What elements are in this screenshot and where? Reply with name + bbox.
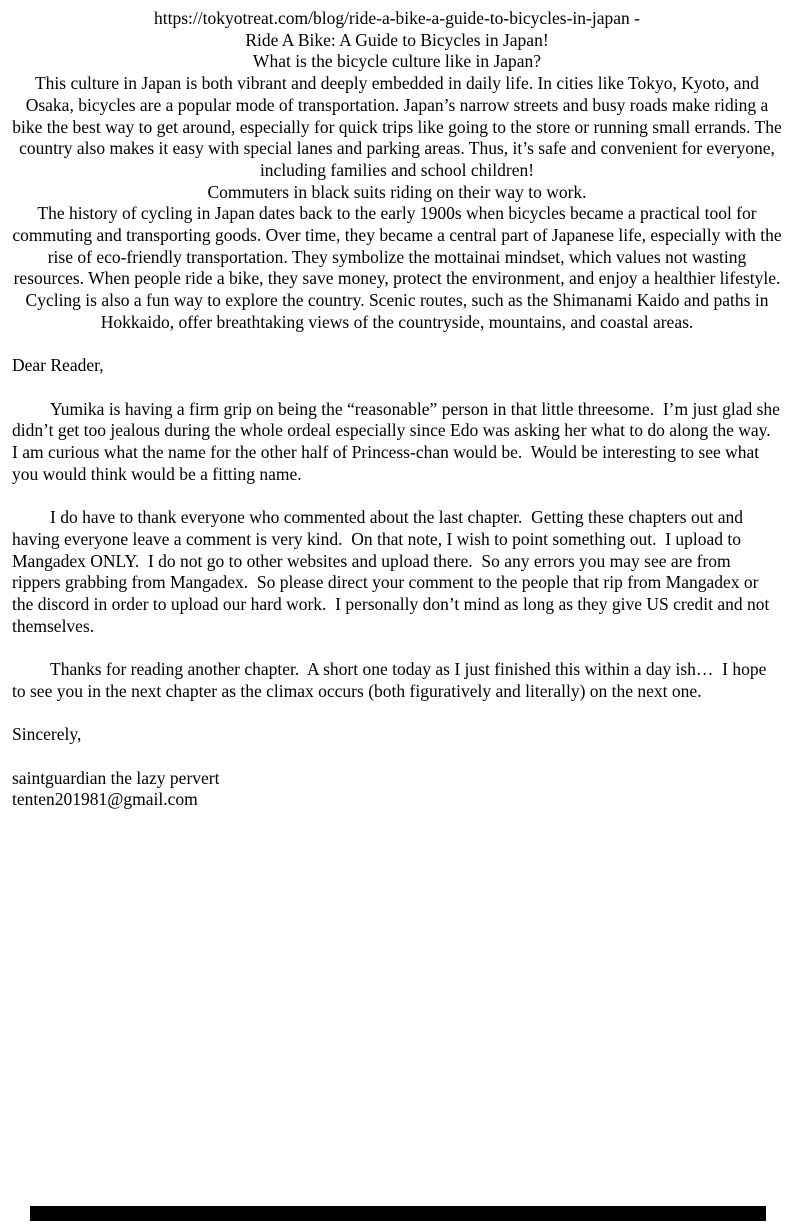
article-question: What is the bicycle culture like in Japan? [252, 51, 542, 72]
signature-block [12, 768, 782, 811]
letter-salutation: Dear Reader, [12, 355, 104, 376]
article-url: https://tokyotreat.com/blog/ride-a-bike-a-guide-to-bicycles-in-japan - [154, 8, 640, 28]
letter-block [12, 355, 785, 811]
bottom-black-bar [30, 1206, 766, 1221]
article-paragraph-3: The history of cycling in Japan dates back to the early 1900s when bicycles became a practical tool for commuting and transporting goods. Over time, they became a central part of Japanese life, especially with the rise of eco-friendly transportation. They symbolize the mottainai mindset, which values not wasting resources. When people ride a bike, they save money, protect the environment, and enjoy a healthier lifestyle. [12, 203, 782, 289]
article-paragraph-1: This culture in Japan is both vibrant and deeply embedded in daily life. In cities like Tokyo, Kyoto, and Osaka, bicycles are a popular mode of transportation. Japan’s narrow streets and busy roads make riding a bike the best way to get around, especially for quick trips like going to the store or running small errands. The country also makes it easy with special lanes and parking areas. Thus, it’s safe and convenient for everyone, including families and school children! [12, 73, 782, 180]
article-paragraph-2: Commuters in black suits riding on their way to work. [207, 181, 587, 202]
letter-paragraph-1: Yumika is having a firm grip on being the “reasonable” person in that little threesome. I’m just glad she didn’t get too jealous during the whole ordeal especially since Edo was asking her what to do along the way. I am curious what the name for the other half of Princess-chan would be. Would be interesting to see what you would think would be a fitting name. [12, 398, 785, 484]
article-block [12, 8, 782, 334]
letter-email: tenten201981@gmail.com [12, 789, 198, 810]
letter-signature: saintguardian the lazy pervert [12, 767, 220, 788]
letter-paragraph-3: Thanks for reading another chapter. A short one today as I just finished this within a day ish… I hope to see you in the next chapter as the climax occurs (both figuratively and literally) on the next one. [12, 659, 771, 701]
article-paragraph-4: Cycling is also a fun way to explore the country. Scenic routes, such as the Shimanami Kaido and paths in Hokkaido, offer breathtaking views of the countryside, mountains, and coastal areas. [25, 290, 769, 332]
article-title: Ride A Bike: A Guide to Bicycles in Japan! [245, 29, 549, 50]
letter-closing: Sincerely, [12, 724, 82, 745]
letter-paragraph-2: I do have to thank everyone who commented about the last chapter. Getting these chapters out and having everyone leave a comment is very kind. On that note, I wish to point something out. I upload to Mangadex ONLY. I do not go to other websites and upload there. So any errors you may see are from rippers grabbing from Mangadex. So please direct your comment to the people that rip from Mangadex or the discord in order to upload our hard work. I personally don’t mind as long as they give US credit and not themselves. [12, 507, 774, 636]
